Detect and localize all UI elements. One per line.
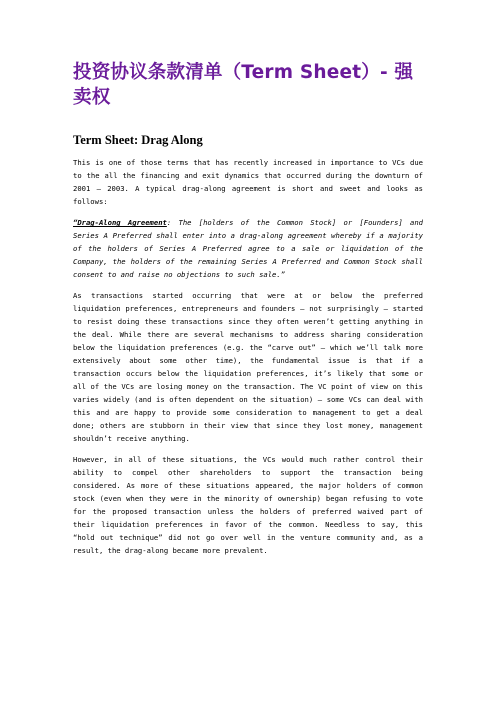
section-heading: Term Sheet: Drag Along (73, 133, 203, 147)
clause-text: : The [holders of the Common Stock] or [Founders] and Series A Preferred shall enter into a drag-along agreement whereby if a majority of the holders of Series A Preferred agree to a sale or liquidation of the Company, the holders of the remaining Series A Preferred and Common Stock shall consent to and raise no objections to such sale.” (73, 218, 424, 279)
drag-along-clause (73, 216, 423, 281)
clause-label: “Drag-Along Agreement (73, 218, 167, 227)
document-title: 投资协议条款清单（Term Sheet）- 强卖权 (73, 62, 414, 108)
document-page (73, 60, 423, 565)
paragraph-intro: This is one of those terms that has recently increased in importance to VCs due to the all the financing and exit dynamics that occurred during the downturn of 2001 – 2003. A typical drag-along agreement is short and sweet and looks as follows: (73, 158, 423, 206)
paragraph-transactions: As transactions started occurring that were at or below the preferred liquidation preferences, entrepreneurs and founders – not surprisingly – started to resist doing these transactions since they often weren’t getting anything in the deal. While there are several mechanisms to address sharing consideration below the liquidation preferences (e.g. the “carve out” – which we’ll talk more extensively about some other time), the fundamental issue is that if a transaction occurs below the liquidation preferences, it’s likely that some or all of the VCs are losing money on the transaction. The VC point of view on this varies widely (and is often dependent on the situation) – some VCs can deal with this and are happy to provide some consideration to management to get a deal done; others are stubborn in their view that since they lost money, management shouldn’t receive anything. (73, 291, 423, 443)
paragraph-holdout: However, in all of these situations, the VCs would much rather control their ability to compel other shareholders to support the transaction being considered. As more of these situations appeared, the major holders of common stock (even when they were in the minority of ownership) began refusing to vote for the proposed transaction unless the holders of preferred waived part of their liquidation preferences in favor of the common. Needless to say, this “hold out technique” did not go over well in the venture community and, as a result, the drag-along became more prevalent. (73, 455, 423, 555)
